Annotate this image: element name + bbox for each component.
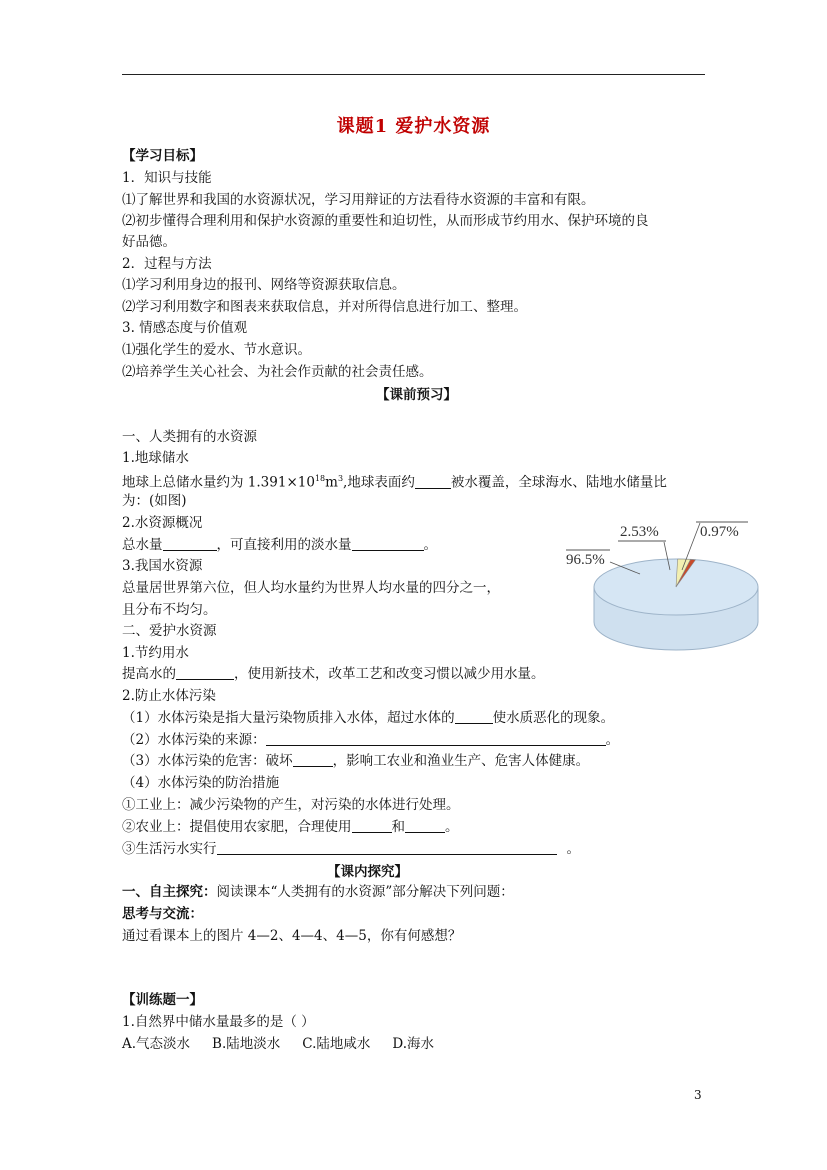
blank <box>163 536 217 551</box>
pollution-harm-line: （3）水体污染的危害：破坏 ，影响工农业和渔业生产、危害人体健康。 <box>122 753 590 769</box>
earth-water-line-2: 为：(如图) <box>122 493 187 509</box>
option-c: C.陆地咸水 <box>302 1036 371 1052</box>
options-row <box>122 1034 434 1054</box>
question-line: 1.自然界中储水量最多的是（ ） <box>122 1014 315 1030</box>
china-water-line-2: 且分布不均匀。 <box>122 602 217 618</box>
subsection-heading: 2.水资源概况 <box>122 515 203 531</box>
blank <box>455 709 493 724</box>
option-d: D.海水 <box>392 1036 435 1052</box>
pollution-source-line: （2）水体污染的来源： 。 <box>122 732 620 748</box>
goal-line: ⑵初步懂得合理利用和保护水资源的重要性和迫切性，从而形成节约用水、保护环境的良 <box>122 213 649 229</box>
goal-line: ⑵学习利用数字和图表来获取信息，并对所得信息进行加工、整理。 <box>122 299 527 315</box>
page-number: 3 <box>694 1088 702 1102</box>
question-line: 通过看课本上的图片 4—2、4—4、4—5，你有何感想？ <box>122 928 462 944</box>
goal-line: ⑴了解世界和我国的水资源状况，学习用辩证的方法看待水资源的丰富和有限。 <box>122 192 595 208</box>
option-b: B.陆地淡水 <box>212 1036 281 1052</box>
pie-label-fresh: 0.97% <box>700 524 739 540</box>
blank <box>352 536 424 551</box>
subsection-heading: 2.防止水体污染 <box>122 688 216 704</box>
goal-line: 1．知识与技能 <box>122 170 212 186</box>
section-heading: 二、爱护水资源 <box>122 623 217 639</box>
header-rule <box>122 74 705 75</box>
section-heading: 一、人类拥有的水资源 <box>122 429 257 445</box>
measure-line: ②农业上：提倡使用农家肥，合理使用 和 。 <box>122 819 459 835</box>
pollution-line: （1）水体污染是指大量污染物质排入水体，超过水体的 使水质恶化的现象。 <box>122 710 615 726</box>
blank <box>352 818 392 833</box>
goal-line: 好品德。 <box>122 234 176 250</box>
preview-heading: 【课前预习】 <box>376 387 457 403</box>
pie-label-ocean: 96.5% <box>566 552 605 568</box>
subsection-heading: 1.节约用水 <box>122 645 189 661</box>
blank <box>293 752 333 767</box>
pie-svg <box>560 512 760 652</box>
measure-line: ③生活污水实行 。 <box>122 841 580 857</box>
option-a: A.气态淡水 <box>122 1036 191 1052</box>
earth-water-line: 地球上总储水量约为 $1.391\times 10^{18}m^3$,地球表面约 被水覆盖，全球海水、陆地水储量比 <box>122 474 667 491</box>
goal-line: ⑴学习利用身边的报刊、网络等资源获取信息。 <box>122 277 406 293</box>
china-water-line: 总量居世界第六位，但人均水量约为世界人均水量的四分之一， <box>122 580 500 596</box>
goal-line: ⑵培养学生关心社会、为社会作贡献的社会责任感。 <box>122 364 433 380</box>
blank <box>217 840 557 855</box>
goal-line: ⑴强化学生的爱水、节水意识。 <box>122 342 311 358</box>
blank <box>176 665 234 680</box>
training-heading: 【训练题一】 <box>122 992 203 1008</box>
goal-line: 2．过程与方法 <box>122 256 212 272</box>
measure-line: ①工业上：减少污染物的产生，对污染的水体进行处理。 <box>122 797 460 813</box>
water-distribution-pie <box>560 512 760 652</box>
blank <box>415 474 451 489</box>
blank <box>266 731 606 746</box>
blank <box>405 818 445 833</box>
pie-label-glacier: 2.53% <box>620 524 659 540</box>
page-title: 课题1 爱护水资源 <box>336 116 491 137</box>
save-water-line: 提高水的 ，使用新技术，改革工艺和改变习惯以减少用水量。 <box>122 666 545 682</box>
subsection-heading: 1.地球储水 <box>122 450 189 466</box>
goal-line: 3. 情感态度与价值观 <box>122 320 248 336</box>
total-water-line: 总水量 ，可直接利用的淡水量 。 <box>122 537 437 553</box>
goals-heading: 【学习目标】 <box>122 148 203 164</box>
think-heading: 思考与交流： <box>122 906 203 922</box>
explore-line: 一、自主探究：阅读课本“人类拥有的水资源”部分解决下列问题： <box>122 884 514 900</box>
subsection-heading: 3.我国水资源 <box>122 558 203 574</box>
prevention-heading: （4）水体污染的防治措施 <box>122 775 280 791</box>
inclass-heading: 【课内探究】 <box>327 864 408 880</box>
